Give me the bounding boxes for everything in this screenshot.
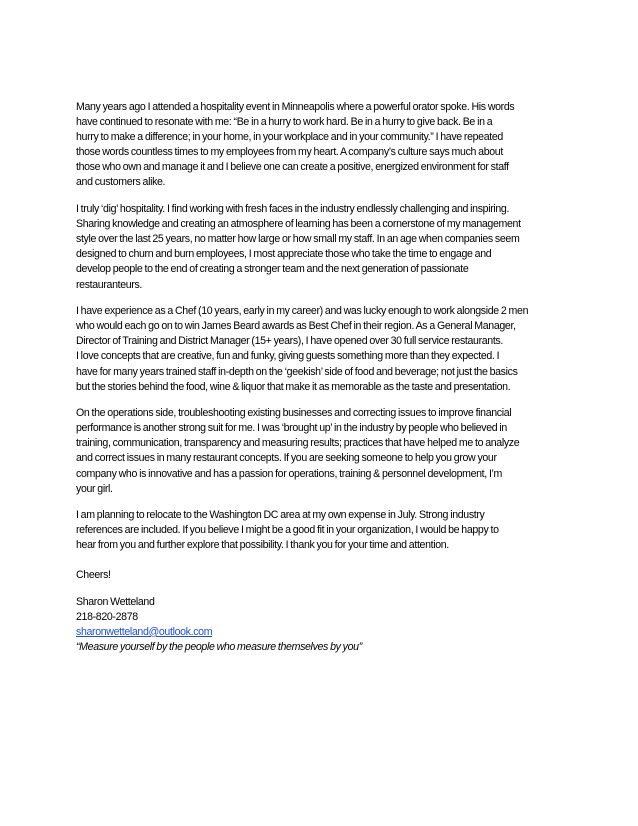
paragraph-line: your girl. [76,482,113,495]
paragraph-line: those words countless times to my employees from my heart. A company’s culture says much about [76,146,503,159]
paragraph-line: restauranteurs. [76,278,142,291]
paragraph-line: I am planning to relocate to the Washington DC area at my own expense in July. Strong industry [76,509,485,522]
paragraph-line: performance is another strong suit for me. I was ‘brought up’ in the industry by people who believed in [76,422,507,435]
signature-quote: “Measure yourself by the people who measure themselves by you” [76,640,362,653]
paragraph-line: I have experience as a Chef (10 years, early in my career) and was lucky enough to work alongside 2 men [76,305,529,318]
paragraph-line: who would each go on to win James Beard awards as Best Chef in their region. As a General Manager, [76,320,516,333]
signer-name: Sharon Wetteland [76,595,155,608]
paragraph-line: develop people to the end of creating a stronger team and the next generation of passionate [76,263,469,276]
paragraph-line: hear from you and further explore that possibility. I thank you for your time and attention. [76,539,449,552]
paragraph-line: Many years ago I attended a hospitality event in Minneapolis where a powerful orator spoke. His words [76,101,515,113]
paragraph-line: style over the last 25 years, no matter how large or how small my staff. In an age when companies seem [76,233,520,246]
letter-paragraph [76,406,572,497]
paragraph-line: I love concepts that are creative, fun and funky, giving guests something more than they expected. I [76,350,500,363]
letter-body [76,100,572,655]
paragraph-line: and customers alike. [76,176,166,189]
paragraph-line: On the operations side, troubleshooting existing businesses and correcting issues to improve financial [76,407,512,420]
signature-block [76,568,572,655]
paragraph-line: designed to churn and burn employees, I most appreciate those who take the time to engage and [76,248,492,261]
paragraph-line: references are included. If you believe I might be a good fit in your organization, I would be happy to [76,524,499,537]
letter-paragraphs [76,100,572,554]
closing-text: Cheers! [76,568,111,581]
paragraph-line: those who own and manage it and I believe one can create a positive, energized environment for staff [76,161,509,174]
paragraph-line: have continued to resonate with me: “Be in a hurry to work hard. Be in a hurry to give back. Be in a [76,116,493,129]
paragraph-line: but the stories behind the food, wine & liquor that make it as memorable as the taste and presentation. [76,380,511,393]
paragraph-line: hurry to make a difference; in your home, in your workplace and in your community.” I have repeated [76,131,503,144]
letter-paragraph [76,202,572,293]
signer-phone: 218-820-2878 [76,610,138,623]
paragraph-line: I truly ‘dig’ hospitality. I find working with fresh faces in the industry endlessly challenging and inspiring. [76,203,510,216]
paragraph-line: Director of Training and District Manager (15+ years), I have opened over 30 full service restaurants. [76,335,503,348]
letter-paragraph [76,508,572,553]
paragraph-line: Sharing knowledge and creating an atmosphere of learning has been a cornerstone of my management [76,218,521,231]
letter-paragraph [76,100,572,191]
signer-email-link[interactable]: sharonwetteland@outlook.com [76,625,213,638]
paragraph-line: company who is innovative and has a passion for operations, training & personnel development, I’m [76,467,503,480]
paragraph-line: and correct issues in many restaurant concepts. If you are seeking someone to help you grow your [76,452,497,465]
paragraph-line: training, communication, transparency and measuring results; practices that have helped me to analyze [76,437,520,450]
closing-spacer [76,583,572,595]
letter-paragraph [76,304,572,395]
paragraph-line: have for many years trained staff in-depth on the ‘geekish’ side of food and beverage; not just the basics [76,365,518,378]
